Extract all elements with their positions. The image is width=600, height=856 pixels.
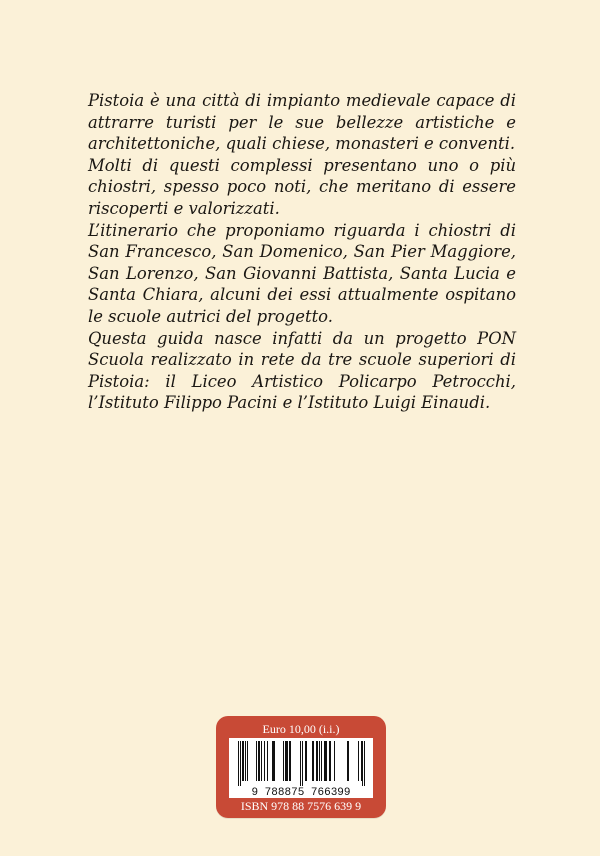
barcode-bar bbox=[358, 741, 359, 781]
paragraph-intro: Pistoia è una città di impianto medievale capace di attrarre turisti per le sue bellezze artistiche e architettoniche, quali chiese, monasteri e conventi. bbox=[88, 91, 516, 154]
barcode-bar bbox=[312, 741, 314, 781]
barcode-bar bbox=[324, 741, 327, 781]
barcode-bar bbox=[300, 741, 301, 786]
barcode-bar bbox=[319, 741, 320, 781]
price-isbn-badge bbox=[216, 716, 386, 818]
paragraph-project: Questa guida nasce infatti da un progetto PON Scuola realizzato in rete da tre scuole superiori di Pistoia: il Liceo Artistico Policarpo Petrocchi, l’Istituto Filippo Pacini e l’Istituto Luigi Einaudi. bbox=[88, 328, 516, 413]
barcode-bar bbox=[264, 741, 265, 781]
barcode-bar bbox=[302, 741, 303, 786]
paragraph-cloisters: Molti di questi complessi presentano uno o più chiostri, spesso poco noti, che meritano di essere riscoperti e valorizzati. bbox=[88, 155, 516, 218]
barcode-bar bbox=[289, 741, 291, 781]
barcode-digits: 9 788875 766399 bbox=[251, 787, 351, 798]
isbn-label: ISBN 978 88 7576 639 9 bbox=[240, 799, 362, 813]
barcode-bar bbox=[321, 741, 322, 781]
barcode-bar bbox=[247, 741, 248, 781]
barcode bbox=[229, 738, 373, 798]
barcode-bar bbox=[245, 741, 246, 781]
barcode-bar bbox=[261, 741, 262, 781]
barcode-bar bbox=[240, 741, 241, 786]
barcode-bar bbox=[258, 741, 260, 781]
barcode-bar bbox=[256, 741, 257, 781]
barcode-bar bbox=[238, 741, 239, 786]
price-label: Euro 10,00 (i.i.) bbox=[262, 722, 340, 736]
barcode-bar bbox=[305, 741, 307, 781]
barcode-bar bbox=[361, 741, 363, 781]
back-cover-text bbox=[88, 90, 516, 414]
barcode-bar bbox=[283, 741, 284, 781]
barcode-bar bbox=[272, 741, 275, 781]
barcode-bar bbox=[285, 741, 288, 781]
paragraph-itinerary: L’itinerario che proponiamo riguarda i chiostri di San Francesco, San Domenico, San Pier Maggiore, San Lorenzo, San Giovanni Battista, Santa Lucia e Santa Chiara, alcuni dei essi attualmente ospitano le scuole autrici del progetto. bbox=[88, 220, 516, 326]
barcode-bar bbox=[347, 741, 349, 781]
barcode-bar bbox=[364, 741, 365, 786]
barcode-bar bbox=[267, 741, 268, 781]
barcode-bar bbox=[242, 741, 244, 781]
barcode-bar bbox=[334, 741, 335, 781]
barcode-bar bbox=[316, 741, 318, 781]
barcode-bar bbox=[329, 741, 331, 781]
barcode-graphic bbox=[229, 738, 373, 798]
